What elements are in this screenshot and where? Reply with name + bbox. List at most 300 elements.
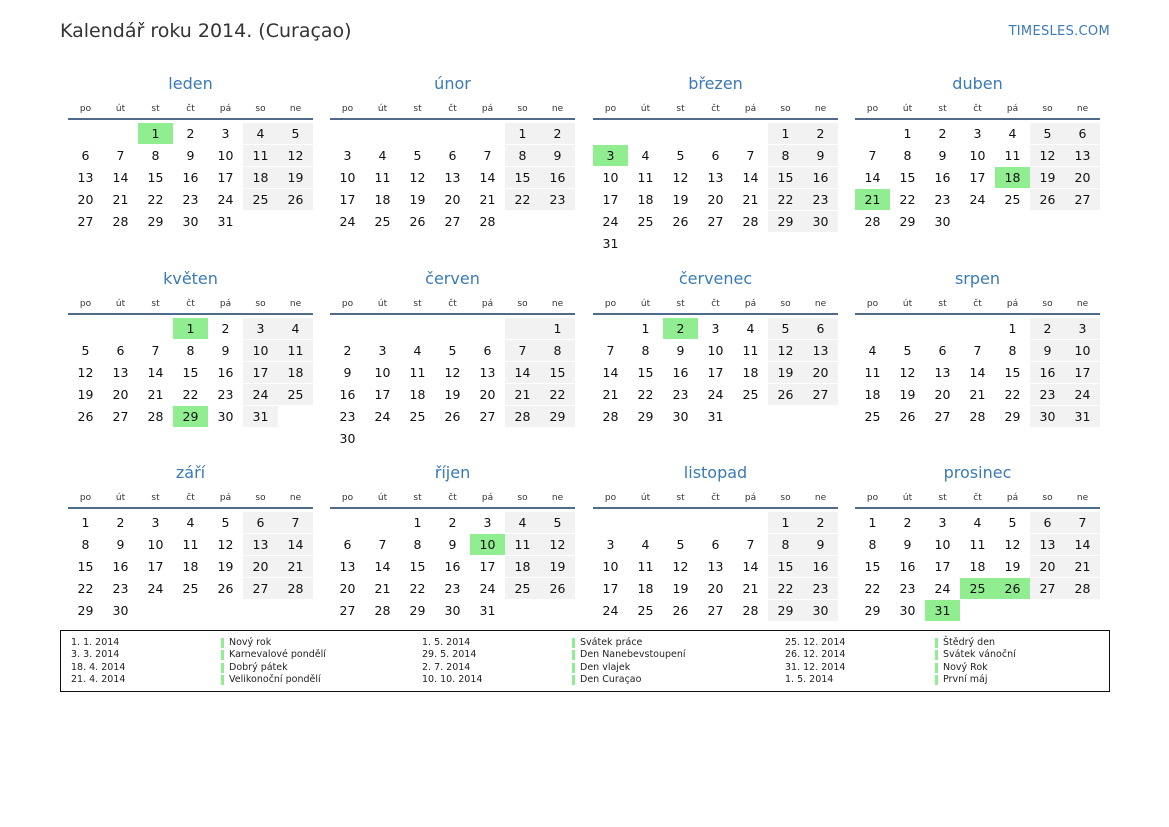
day-cell[interactable]: 10 (470, 534, 505, 555)
day-cell[interactable]: 14 (505, 362, 540, 383)
day-cell[interactable]: 19 (768, 362, 803, 383)
day-cell[interactable]: 29 (1004, 409, 1021, 424)
day-cell[interactable]: 14 (864, 170, 881, 185)
day-cell[interactable]: 5 (221, 515, 230, 530)
day-cell[interactable]: 7 (151, 343, 160, 358)
day-cell[interactable]: 11 (969, 537, 986, 552)
day-cell[interactable]: 4 (278, 318, 313, 339)
day-cell[interactable]: 6 (448, 148, 457, 163)
day-cell[interactable]: 5 (540, 512, 575, 533)
day-cell[interactable]: 22 (409, 581, 426, 596)
day-cell[interactable]: 20 (243, 556, 278, 577)
day-cell[interactable]: 17 (147, 559, 164, 574)
day-cell[interactable]: 10 (147, 537, 164, 552)
day-cell[interactable]: 31 (925, 600, 960, 621)
day-cell[interactable]: 7 (505, 340, 540, 361)
day-cell[interactable]: 12 (672, 559, 689, 574)
day-cell[interactable]: 20 (934, 387, 951, 402)
day-cell[interactable]: 17 (374, 387, 391, 402)
day-cell[interactable]: 21 (602, 387, 619, 402)
day-cell[interactable]: 25 (182, 581, 199, 596)
day-cell[interactable]: 24 (217, 192, 234, 207)
day-cell[interactable]: 22 (768, 189, 803, 210)
day-cell[interactable]: 27 (243, 578, 278, 599)
day-cell[interactable]: 13 (803, 340, 838, 361)
day-cell[interactable]: 20 (112, 387, 129, 402)
day-cell[interactable]: 13 (934, 365, 951, 380)
day-cell[interactable]: 23 (1030, 384, 1065, 405)
day-cell[interactable]: 29 (409, 603, 426, 618)
day-cell[interactable]: 5 (413, 148, 422, 163)
day-cell[interactable]: 26 (77, 409, 94, 424)
day-cell[interactable]: 26 (278, 189, 313, 210)
day-cell[interactable]: 23 (803, 189, 838, 210)
day-cell[interactable]: 26 (217, 581, 234, 596)
day-cell[interactable]: 8 (186, 343, 195, 358)
day-cell[interactable]: 11 (374, 170, 391, 185)
day-cell[interactable]: 23 (803, 578, 838, 599)
day-cell[interactable]: 27 (1065, 189, 1100, 210)
day-cell[interactable]: 24 (1065, 384, 1100, 405)
day-cell[interactable]: 24 (479, 581, 496, 596)
day-cell[interactable]: 20 (707, 192, 724, 207)
day-cell[interactable]: 12 (1004, 537, 1021, 552)
day-cell[interactable]: 15 (409, 559, 426, 574)
day-cell[interactable]: 26 (409, 214, 426, 229)
day-cell[interactable]: 30 (112, 603, 129, 618)
day-cell[interactable]: 3 (973, 126, 982, 141)
day-cell[interactable]: 3 (1065, 318, 1100, 339)
day-cell[interactable]: 12 (278, 145, 313, 166)
day-cell[interactable]: 30 (182, 214, 199, 229)
day-cell[interactable]: 18 (864, 387, 881, 402)
day-cell[interactable]: 13 (1065, 145, 1100, 166)
day-cell[interactable]: 7 (746, 537, 755, 552)
day-cell[interactable]: 9 (676, 343, 685, 358)
day-cell[interactable]: 11 (1004, 148, 1021, 163)
day-cell[interactable]: 16 (934, 170, 951, 185)
day-cell[interactable]: 13 (444, 170, 461, 185)
day-cell[interactable]: 24 (934, 581, 951, 596)
day-cell[interactable]: 15 (540, 362, 575, 383)
day-cell[interactable]: 19 (409, 192, 426, 207)
day-cell[interactable]: 17 (1065, 362, 1100, 383)
day-cell[interactable]: 6 (938, 343, 947, 358)
day-cell[interactable]: 28 (374, 603, 391, 618)
day-cell[interactable]: 2 (221, 321, 230, 336)
day-cell[interactable]: 4 (746, 321, 755, 336)
day-cell[interactable]: 8 (540, 340, 575, 361)
day-cell[interactable]: 24 (707, 387, 724, 402)
day-cell[interactable]: 11 (637, 170, 654, 185)
day-cell[interactable]: 6 (343, 537, 352, 552)
day-cell[interactable]: 4 (505, 512, 540, 533)
day-cell[interactable]: 27 (803, 384, 838, 405)
day-cell[interactable]: 28 (969, 409, 986, 424)
day-cell[interactable]: 20 (707, 581, 724, 596)
day-cell[interactable]: 2 (1030, 318, 1065, 339)
day-cell[interactable]: 3 (221, 126, 230, 141)
day-cell[interactable]: 15 (768, 167, 803, 188)
day-cell[interactable]: 4 (413, 343, 422, 358)
day-cell[interactable]: 14 (112, 170, 129, 185)
day-cell[interactable]: 23 (899, 581, 916, 596)
day-cell[interactable]: 19 (540, 556, 575, 577)
day-cell[interactable]: 2 (803, 512, 838, 533)
day-cell[interactable]: 6 (711, 537, 720, 552)
day-cell[interactable]: 6 (116, 343, 125, 358)
day-cell[interactable]: 6 (483, 343, 492, 358)
day-cell[interactable]: 16 (803, 556, 838, 577)
day-cell[interactable]: 12 (672, 170, 689, 185)
day-cell[interactable]: 29 (899, 214, 916, 229)
day-cell[interactable]: 1 (768, 123, 803, 144)
day-cell[interactable]: 25 (409, 409, 426, 424)
day-cell[interactable]: 13 (339, 559, 356, 574)
day-cell[interactable]: 21 (969, 387, 986, 402)
day-cell[interactable]: 20 (1030, 556, 1065, 577)
day-cell[interactable]: 23 (672, 387, 689, 402)
day-cell[interactable]: 6 (81, 148, 90, 163)
day-cell[interactable]: 2 (186, 126, 195, 141)
day-cell[interactable]: 2 (803, 123, 838, 144)
day-cell[interactable]: 21 (505, 384, 540, 405)
day-cell[interactable]: 11 (182, 537, 199, 552)
day-cell[interactable]: 1 (505, 123, 540, 144)
day-cell[interactable]: 29 (637, 409, 654, 424)
day-cell[interactable]: 17 (479, 559, 496, 574)
day-cell[interactable]: 10 (707, 343, 724, 358)
day-cell[interactable]: 30 (444, 603, 461, 618)
day-cell[interactable]: 8 (505, 145, 540, 166)
day-cell[interactable]: 3 (711, 321, 720, 336)
day-cell[interactable]: 1 (903, 126, 912, 141)
day-cell[interactable]: 18 (505, 556, 540, 577)
day-cell[interactable]: 16 (1030, 362, 1065, 383)
day-cell[interactable]: 10 (934, 537, 951, 552)
day-cell[interactable]: 2 (903, 515, 912, 530)
day-cell[interactable]: 23 (217, 387, 234, 402)
day-cell[interactable]: 12 (409, 170, 426, 185)
day-cell[interactable]: 15 (899, 170, 916, 185)
day-cell[interactable]: 16 (339, 387, 356, 402)
day-cell[interactable]: 23 (934, 192, 951, 207)
day-cell[interactable]: 25 (637, 603, 654, 618)
day-cell[interactable]: 27 (707, 214, 724, 229)
day-cell[interactable]: 14 (479, 170, 496, 185)
day-cell[interactable]: 19 (1004, 559, 1021, 574)
day-cell[interactable]: 20 (444, 192, 461, 207)
day-cell[interactable]: 8 (768, 145, 803, 166)
day-cell[interactable]: 22 (864, 581, 881, 596)
day-cell[interactable]: 28 (742, 603, 759, 618)
day-cell[interactable]: 5 (676, 148, 685, 163)
day-cell[interactable]: 2 (938, 126, 947, 141)
day-cell[interactable]: 19 (77, 387, 94, 402)
day-cell[interactable]: 26 (995, 578, 1030, 599)
day-cell[interactable]: 24 (243, 384, 278, 405)
day-cell[interactable]: 17 (243, 362, 278, 383)
day-cell[interactable]: 1 (413, 515, 422, 530)
day-cell[interactable]: 9 (221, 343, 230, 358)
day-cell[interactable]: 14 (742, 559, 759, 574)
day-cell[interactable]: 20 (1065, 167, 1100, 188)
day-cell[interactable]: 28 (479, 214, 496, 229)
day-cell[interactable]: 17 (602, 192, 619, 207)
day-cell[interactable]: 9 (903, 537, 912, 552)
day-cell[interactable]: 25 (864, 409, 881, 424)
day-cell[interactable]: 25 (505, 578, 540, 599)
day-cell[interactable]: 6 (1030, 512, 1065, 533)
day-cell[interactable]: 30 (803, 211, 838, 232)
day-cell[interactable]: 18 (995, 167, 1030, 188)
day-cell[interactable]: 22 (637, 387, 654, 402)
day-cell[interactable]: 4 (186, 515, 195, 530)
day-cell[interactable]: 24 (602, 214, 619, 229)
day-cell[interactable]: 1 (768, 512, 803, 533)
day-cell[interactable]: 29 (768, 600, 803, 621)
day-cell[interactable]: 21 (479, 192, 496, 207)
day-cell[interactable]: 19 (278, 167, 313, 188)
day-cell[interactable]: 22 (505, 189, 540, 210)
day-cell[interactable]: 10 (602, 170, 619, 185)
day-cell[interactable]: 21 (1065, 556, 1100, 577)
day-cell[interactable]: 1 (641, 321, 650, 336)
day-cell[interactable]: 18 (637, 192, 654, 207)
day-cell[interactable]: 1 (138, 123, 173, 144)
day-cell[interactable]: 3 (593, 145, 628, 166)
day-cell[interactable]: 18 (742, 365, 759, 380)
day-cell[interactable]: 8 (768, 534, 803, 555)
day-cell[interactable]: 31 (1065, 406, 1100, 427)
day-cell[interactable]: 27 (444, 214, 461, 229)
day-cell[interactable]: 17 (339, 192, 356, 207)
day-cell[interactable]: 5 (1008, 515, 1017, 530)
day-cell[interactable]: 26 (672, 214, 689, 229)
day-cell[interactable]: 14 (147, 365, 164, 380)
day-cell[interactable]: 19 (444, 387, 461, 402)
day-cell[interactable]: 31 (707, 409, 724, 424)
day-cell[interactable]: 7 (606, 343, 615, 358)
day-cell[interactable]: 29 (77, 603, 94, 618)
day-cell[interactable]: 1 (173, 318, 208, 339)
day-cell[interactable]: 30 (217, 409, 234, 424)
day-cell[interactable]: 26 (899, 409, 916, 424)
day-cell[interactable]: 24 (374, 409, 391, 424)
day-cell[interactable]: 3 (483, 515, 492, 530)
day-cell[interactable]: 27 (77, 214, 94, 229)
day-cell[interactable]: 19 (1030, 167, 1065, 188)
day-cell[interactable]: 23 (444, 581, 461, 596)
day-cell[interactable]: 4 (1008, 126, 1017, 141)
day-cell[interactable]: 13 (707, 559, 724, 574)
day-cell[interactable]: 22 (1004, 387, 1021, 402)
day-cell[interactable]: 27 (1030, 578, 1065, 599)
day-cell[interactable]: 4 (641, 537, 650, 552)
day-cell[interactable]: 7 (278, 512, 313, 533)
day-cell[interactable]: 13 (243, 534, 278, 555)
day-cell[interactable]: 1 (868, 515, 877, 530)
day-cell[interactable]: 30 (803, 600, 838, 621)
day-cell[interactable]: 5 (768, 318, 803, 339)
day-cell[interactable]: 18 (637, 581, 654, 596)
day-cell[interactable]: 12 (77, 365, 94, 380)
day-cell[interactable]: 24 (339, 214, 356, 229)
day-cell[interactable]: 9 (343, 365, 352, 380)
day-cell[interactable]: 17 (217, 170, 234, 185)
day-cell[interactable]: 5 (448, 343, 457, 358)
day-cell[interactable]: 25 (637, 214, 654, 229)
day-cell[interactable]: 10 (243, 340, 278, 361)
day-cell[interactable]: 21 (742, 581, 759, 596)
day-cell[interactable]: 4 (243, 123, 278, 144)
day-cell[interactable]: 11 (243, 145, 278, 166)
day-cell[interactable]: 25 (278, 384, 313, 405)
day-cell[interactable]: 29 (768, 211, 803, 232)
day-cell[interactable]: 15 (768, 556, 803, 577)
day-cell[interactable]: 30 (672, 409, 689, 424)
day-cell[interactable]: 7 (1065, 512, 1100, 533)
day-cell[interactable]: 5 (676, 537, 685, 552)
day-cell[interactable]: 9 (1030, 340, 1065, 361)
day-cell[interactable]: 22 (147, 192, 164, 207)
day-cell[interactable]: 12 (540, 534, 575, 555)
day-cell[interactable]: 4 (973, 515, 982, 530)
day-cell[interactable]: 31 (602, 236, 619, 251)
day-cell[interactable]: 8 (641, 343, 650, 358)
day-cell[interactable]: 25 (742, 387, 759, 402)
day-cell[interactable]: 24 (969, 192, 986, 207)
day-cell[interactable]: 14 (742, 170, 759, 185)
day-cell[interactable]: 4 (868, 343, 877, 358)
day-cell[interactable]: 6 (1065, 123, 1100, 144)
day-cell[interactable]: 21 (855, 189, 890, 210)
day-cell[interactable]: 16 (899, 559, 916, 574)
day-cell[interactable]: 13 (1030, 534, 1065, 555)
day-cell[interactable]: 9 (938, 148, 947, 163)
day-cell[interactable]: 15 (147, 170, 164, 185)
day-cell[interactable]: 25 (960, 578, 995, 599)
day-cell[interactable]: 3 (606, 537, 615, 552)
day-cell[interactable]: 2 (343, 343, 352, 358)
day-cell[interactable]: 8 (1008, 343, 1017, 358)
day-cell[interactable]: 22 (768, 578, 803, 599)
day-cell[interactable]: 18 (969, 559, 986, 574)
day-cell[interactable]: 17 (602, 581, 619, 596)
day-cell[interactable]: 11 (278, 340, 313, 361)
day-cell[interactable]: 13 (707, 170, 724, 185)
day-cell[interactable]: 7 (483, 148, 492, 163)
day-cell[interactable]: 9 (116, 537, 125, 552)
day-cell[interactable]: 4 (378, 148, 387, 163)
day-cell[interactable]: 15 (182, 365, 199, 380)
day-cell[interactable]: 2 (540, 123, 575, 144)
day-cell[interactable]: 18 (182, 559, 199, 574)
day-cell[interactable]: 14 (1065, 534, 1100, 555)
day-cell[interactable]: 28 (1065, 578, 1100, 599)
day-cell[interactable]: 14 (602, 365, 619, 380)
day-cell[interactable]: 23 (540, 189, 575, 210)
day-cell[interactable]: 15 (77, 559, 94, 574)
day-cell[interactable]: 7 (378, 537, 387, 552)
day-cell[interactable]: 12 (768, 340, 803, 361)
day-cell[interactable]: 24 (147, 581, 164, 596)
day-cell[interactable]: 26 (444, 409, 461, 424)
day-cell[interactable]: 5 (81, 343, 90, 358)
day-cell[interactable]: 20 (479, 387, 496, 402)
day-cell[interactable]: 17 (934, 559, 951, 574)
day-cell[interactable]: 12 (444, 365, 461, 380)
day-cell[interactable]: 26 (1030, 189, 1065, 210)
day-cell[interactable]: 28 (112, 214, 129, 229)
day-cell[interactable]: 11 (864, 365, 881, 380)
day-cell[interactable]: 15 (505, 167, 540, 188)
day-cell[interactable]: 26 (540, 578, 575, 599)
day-cell[interactable]: 12 (1030, 145, 1065, 166)
day-cell[interactable]: 30 (1030, 406, 1065, 427)
day-cell[interactable]: 26 (768, 384, 803, 405)
day-cell[interactable]: 17 (969, 170, 986, 185)
day-cell[interactable]: 23 (182, 192, 199, 207)
day-cell[interactable]: 28 (147, 409, 164, 424)
day-cell[interactable]: 20 (803, 362, 838, 383)
day-cell[interactable]: 10 (374, 365, 391, 380)
day-cell[interactable]: 21 (278, 556, 313, 577)
day-cell[interactable]: 29 (147, 214, 164, 229)
day-cell[interactable]: 21 (374, 581, 391, 596)
day-cell[interactable]: 2 (663, 318, 698, 339)
day-cell[interactable]: 27 (339, 603, 356, 618)
day-cell[interactable]: 16 (217, 365, 234, 380)
day-cell[interactable]: 14 (374, 559, 391, 574)
day-cell[interactable]: 29 (540, 406, 575, 427)
day-cell[interactable]: 9 (803, 145, 838, 166)
day-cell[interactable]: 25 (374, 214, 391, 229)
day-cell[interactable]: 30 (899, 603, 916, 618)
day-cell[interactable]: 9 (186, 148, 195, 163)
day-cell[interactable]: 14 (969, 365, 986, 380)
day-cell[interactable]: 16 (803, 167, 838, 188)
day-cell[interactable]: 16 (540, 167, 575, 188)
day-cell[interactable]: 23 (112, 581, 129, 596)
day-cell[interactable]: 19 (672, 581, 689, 596)
day-cell[interactable]: 6 (803, 318, 838, 339)
day-cell[interactable]: 28 (602, 409, 619, 424)
day-cell[interactable]: 18 (374, 192, 391, 207)
day-cell[interactable]: 29 (864, 603, 881, 618)
day-cell[interactable]: 11 (505, 534, 540, 555)
day-cell[interactable]: 1 (1008, 321, 1017, 336)
day-cell[interactable]: 1 (540, 318, 575, 339)
day-cell[interactable]: 5 (1030, 123, 1065, 144)
day-cell[interactable]: 18 (278, 362, 313, 383)
day-cell[interactable]: 9 (448, 537, 457, 552)
day-cell[interactable]: 10 (217, 148, 234, 163)
day-cell[interactable]: 3 (343, 148, 352, 163)
day-cell[interactable]: 10 (602, 559, 619, 574)
day-cell[interactable]: 21 (147, 387, 164, 402)
day-cell[interactable]: 7 (868, 148, 877, 163)
day-cell[interactable]: 1 (81, 515, 90, 530)
day-cell[interactable]: 19 (217, 559, 234, 574)
day-cell[interactable]: 31 (243, 406, 278, 427)
day-cell[interactable]: 13 (112, 365, 129, 380)
day-cell[interactable]: 28 (742, 214, 759, 229)
day-cell[interactable]: 12 (899, 365, 916, 380)
day-cell[interactable]: 16 (672, 365, 689, 380)
day-cell[interactable]: 6 (243, 512, 278, 533)
day-cell[interactable]: 10 (969, 148, 986, 163)
